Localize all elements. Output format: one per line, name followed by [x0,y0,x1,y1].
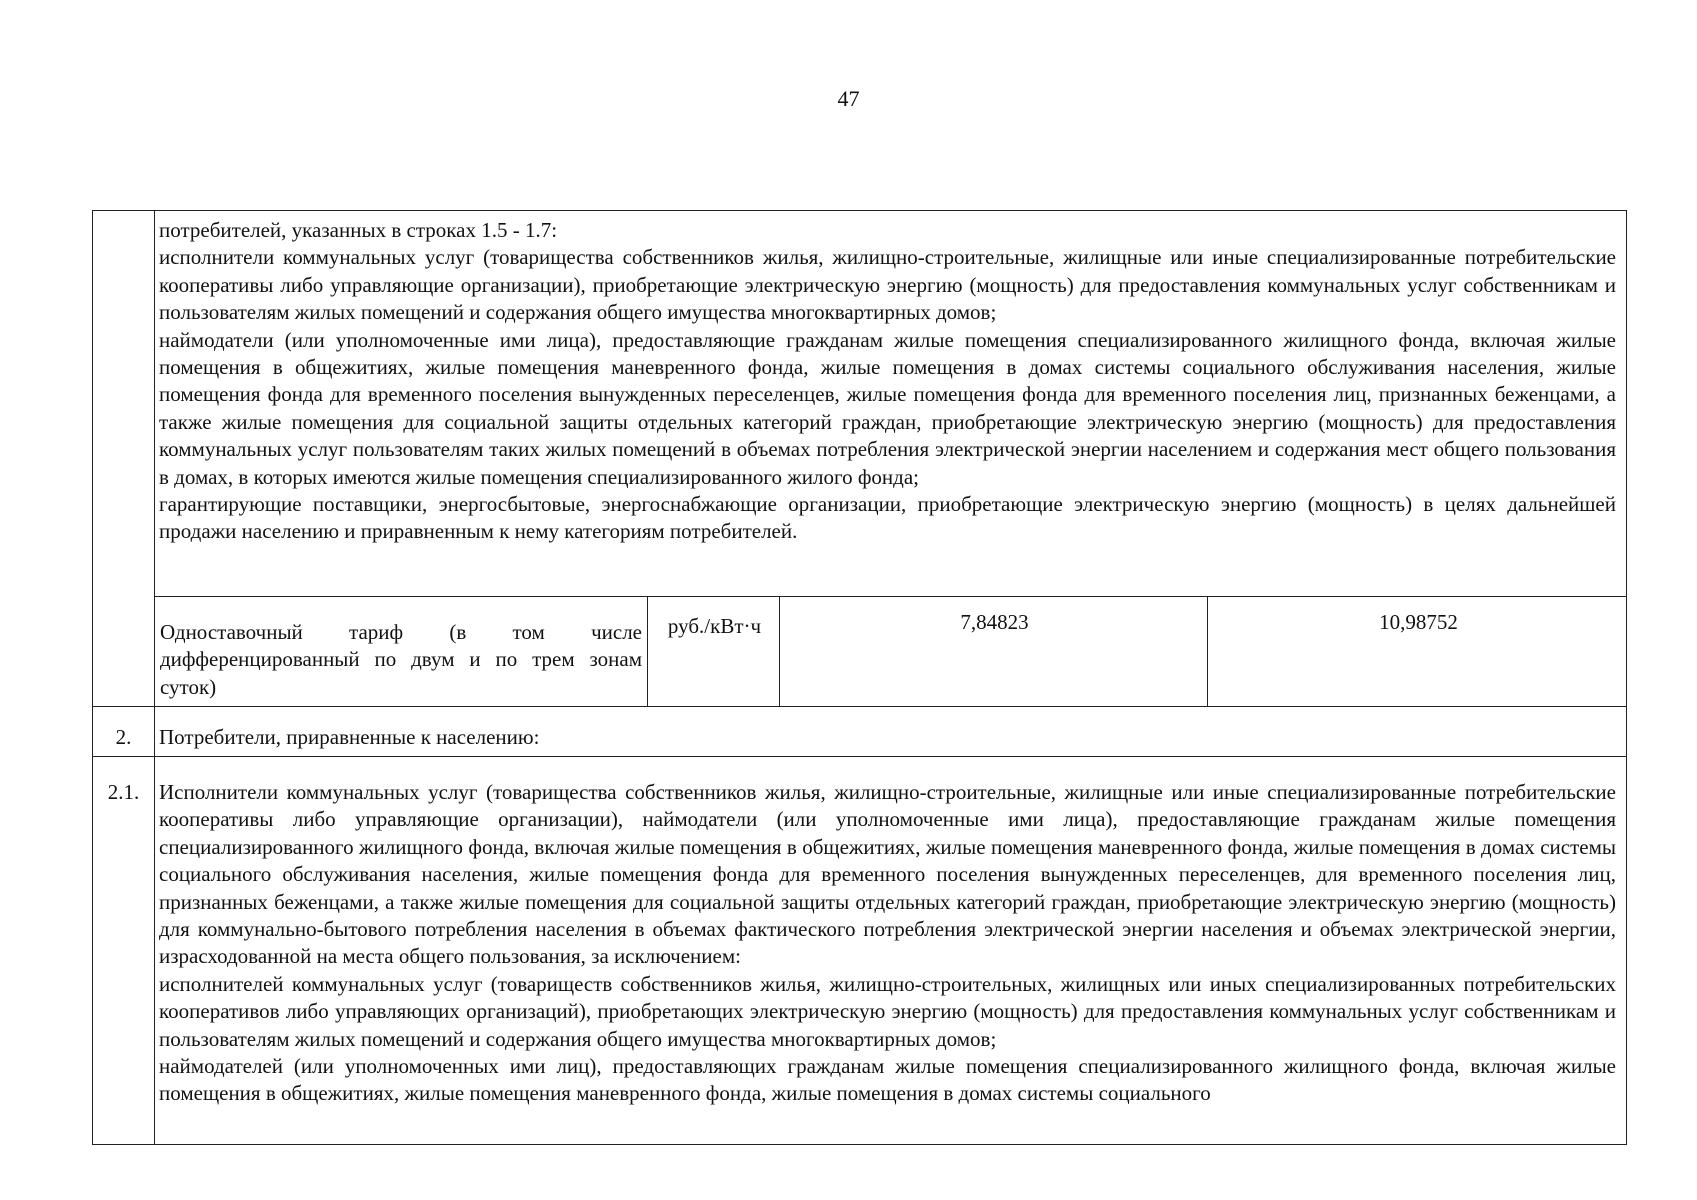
paragraph: гарантирующие поставщики, энергосбытовые, энергоснабжающие организации, приобретающие электрическую энергию (мощность) в целях дальнейшей продажи населению и приравненным к нему категориям потребителей. [159,492,1616,544]
row-2-1-text [159,779,1616,1108]
tariff-table [92,210,1627,1145]
consumer-list-continuation [159,217,1616,546]
tariff-value-2: 10,98752 [1379,610,1458,634]
paragraph: Исполнители коммунальных услуг (товарищества собственников жилья, жилищно-строительные, жилищные или иные специализированные потребительские кооперативы либо управляющие организации), наймодатели (или уполномоченные ими лица), предоставляющие гражданам жилые помещения специализированного жилищного фонда, включая жилые помещения в общежитиях, жилые помещения маневренного фонда, жилые помещения в домах системы социального обслуживания населения, жилые помещения фонда для временного поселения вынужденных переселенцев, для временного поселения лиц, признанных беженцами, а также жилые помещения для социальной защиты отдельных категорий граждан, приобретающие электрическую энергию (мощность) для коммунально-бытового потребления населения в объемах фактического потребления электрической энергии населения и объемах электрической энергии, израсходованной на места общего пользования, за исключением: [159,780,1616,969]
column-divider [647,596,648,706]
row-number: 2. [115,725,132,749]
row-divider [93,706,1626,707]
paragraph: исполнители коммунальных услуг (товарищества собственников жилья, жилищно-строительные, жилищные или иные специализированные потребительские кооперативы либо управляющие организации), приобретающие электрическую энергию (мощность) для предоставления коммунальных услуг собственникам и пользователям жилых помещений и содержания общего имущества многоквартирных домов; [159,245,1616,325]
paragraph: потребителей, указанных в строках 1.5 - 1.7: [159,218,558,242]
row-divider [93,756,1626,757]
tariff-name: Одноставочный тариф (в том числе дифференцированный по двум и по трем зонам суток) [160,620,642,699]
tariff-unit: руб./кВт·ч [667,614,762,638]
paragraph: наймодатели (или уполномоченные ими лица), предоставляющие гражданам жилые помещения специализированного жилищного фонда, включая жилые помещения в общежитиях, жилые помещения маневренного фонда, жилые помещения в домах системы социального обслуживания населения, жилые помещения фонда для временного поселения вынужденных переселенцев, жилые помещения фонда для временного поселения лиц, признанных беженцами, а также жилые помещения для социальной защиты отдельных категорий граждан, приобретающие электрическую энергию (мощность) для предоставления коммунальных услуг пользователям таких жилых помещений в объемах потребления электрической энергии населением и содержания мест общего пользования в домах, в которых имеются жилые помещения специализированного жилого фонда; [159,327,1616,489]
row-2-text: Потребители, приравненные к населению: [159,725,540,749]
row-number: 2.1. [107,780,140,804]
page-number: 47 [837,86,860,111]
column-divider [779,596,780,706]
tariff-value-1: 7,84823 [960,610,1029,634]
paragraph: наймодателей (или уполномоченных ими лиц), предоставляющих гражданам жилые помещения специализированного жилищного фонда, включая жилые помещения в общежитиях, жилые помещения маневренного фонда, жилые помещения в домах системы социального [159,1054,1616,1106]
paragraph: исполнителей коммунальных услуг (товариществ собственников жилья, жилищно-строительных, жилищных или иных специализированных потребительских кооперативов либо управляющих организаций), приобретающих электрическую энергию (мощность) для предоставления коммунальных услуг собственникам и пользователям жилых помещений и содержания общего имущества многоквартирных домов; [159,971,1616,1051]
tariff-row [154,596,1626,706]
column-divider [1207,596,1208,706]
